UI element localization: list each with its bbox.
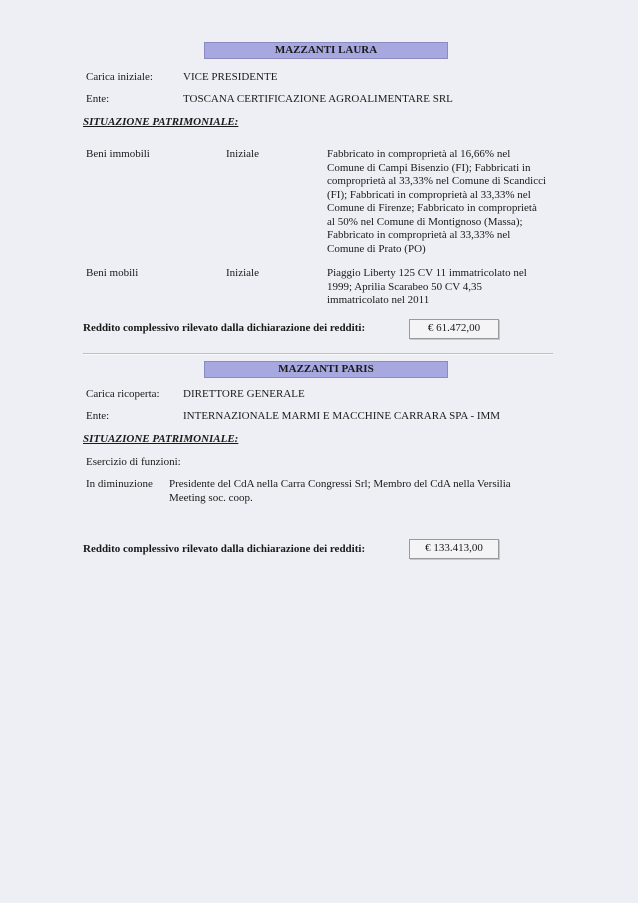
description-line: Comune di Firenze; Fabbricato in comproprietà: [327, 202, 537, 214]
person1-row2-description: [327, 267, 527, 308]
person2-income-value: € 133.413,00: [409, 539, 499, 559]
person1-row1-description: [327, 148, 546, 256]
description-line: Comune di Prato (PO): [327, 242, 426, 255]
description-line: Fabbricato in comproprietà al 33,33% nel: [327, 229, 511, 241]
description-line: Fabbricato in comproprietà al 16,66% nel: [327, 148, 511, 160]
person1-section-title: SITUAZIONE PATRIMONIALE:: [83, 116, 239, 128]
description-line: immatricolato nel 2011: [327, 294, 430, 306]
person2-decrease-description: [169, 478, 511, 505]
description-line: al 50% nel Comune di Montignoso (Massa);: [327, 215, 523, 228]
description-line: 1999; Aprilia Scarabeo 50 CV 4,35: [327, 280, 482, 293]
person1-row1-status: Iniziale: [226, 148, 259, 160]
description-line: Comune di Campi Bisenzio (FI); Fabbricati in: [327, 161, 531, 174]
person1-income-value: € 61.472,00: [409, 319, 499, 339]
person2-name-header: MAZZANTI PARIS: [204, 361, 448, 378]
person1-role-label: Carica iniziale:: [86, 71, 153, 83]
description-line: comproprietà al 33,33% nel Comune di Scandicci: [327, 175, 547, 187]
section-divider: [83, 353, 553, 355]
person1-row2-type: Beni mobili: [86, 267, 139, 279]
person2-entity-label: Ente:: [86, 410, 110, 422]
person1-role-value: VICE PRESIDENTE: [183, 71, 278, 83]
person2-section-title: SITUAZIONE PATRIMONIALE:: [83, 433, 239, 445]
person1-entity-value: TOSCANA CERTIFICAZIONE AGROALIMENTARE SRL: [183, 93, 453, 105]
description-line: (FI); Fabbricati in comproprietà al 33,33% nel: [327, 188, 531, 201]
person2-entity-value: INTERNAZIONALE MARMI E MACCHINE CARRARA SPA - IMM: [183, 410, 501, 422]
description-line: Piaggio Liberty 125 CV 11 immatricolato nel: [327, 267, 527, 279]
person2-functions-label: Esercizio di funzioni:: [86, 456, 181, 468]
person1-entity-label: Ente:: [86, 93, 110, 105]
person1-name-header: MAZZANTI LAURA: [204, 42, 448, 59]
person2-role-value: DIRETTORE GENERALE: [183, 388, 305, 400]
person2-role-label: Carica ricoperta:: [86, 388, 160, 400]
person2-income-label: Reddito complessivo rilevato dalla dichiarazione dei redditi:: [83, 543, 366, 555]
description-line: Meeting soc. coop.: [169, 491, 253, 504]
description-line: Presidente del CdA nella Carra Congressi Srl; Membro del CdA nella Versilia: [169, 478, 511, 490]
person1-income-label: Reddito complessivo rilevato dalla dichiarazione dei redditi:: [83, 322, 366, 334]
person1-row1-type: Beni immobili: [86, 148, 150, 160]
person1-row2-status: Iniziale: [226, 267, 259, 279]
person2-decrease-label: In diminuzione: [86, 478, 153, 490]
